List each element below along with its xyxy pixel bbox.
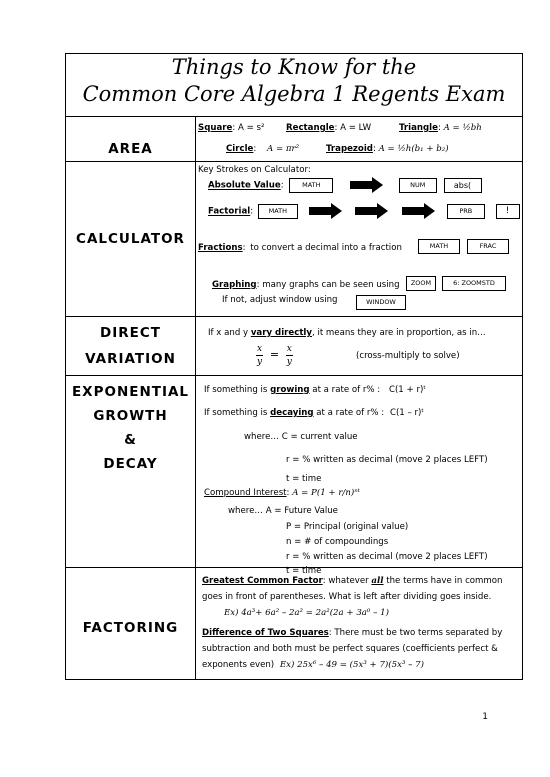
decay-word: DECAY: [103, 456, 158, 472]
dots-paragraph: [202, 625, 516, 673]
decay-formula: C(1 – r)ᵗ: [389, 408, 424, 418]
decaying-text-a: If something is: [204, 408, 271, 418]
ampersand: &: [124, 432, 137, 448]
variation-label: VARIATION: [85, 351, 176, 367]
calculator-row: [66, 162, 523, 317]
graphing-label: Graphing: [212, 280, 257, 290]
factoring-content: [196, 568, 523, 680]
exponential-label: [66, 376, 196, 568]
page-number: 1: [482, 712, 488, 722]
cross-multiply-note: (cross-multiply to solve): [356, 351, 460, 361]
graphing-row: Graphing: many graphs can be seen using: [212, 280, 400, 290]
decaying-line: [204, 407, 424, 419]
trapezoid-formula: A = ½h(b₁ + b₂): [378, 144, 449, 154]
key-zoom: ZOOM: [406, 276, 436, 291]
dots-label: Difference of Two Squares: [202, 628, 329, 638]
direct-label: DIRECT: [100, 325, 161, 341]
compound-formula: A = P(1 + r/n)ⁿᵗ: [292, 488, 360, 498]
key-zoomstd: 6: ZOOMSTD: [442, 276, 506, 291]
decaying-text-b: at a rate of r% :: [313, 408, 385, 418]
reference-sheet-table: [65, 53, 523, 680]
right-arrow-icon: [398, 202, 438, 220]
title-cell: [66, 54, 523, 117]
gcf-paragraph: [202, 573, 516, 605]
exponential-content: [196, 376, 523, 576]
growth-word: GROWTH: [93, 408, 168, 424]
growth-formula: C(1 + r)ᵗ: [388, 385, 426, 395]
area-label: AREA: [66, 117, 196, 162]
title-line-1: Things to Know for the: [171, 55, 417, 79]
direct-text-a: If x and y: [208, 328, 251, 338]
gcf-label: Greatest Common Factor: [202, 576, 323, 586]
circle-label: Circle: [226, 144, 254, 154]
key-window: WINDOW: [356, 295, 406, 310]
growing-word: growing: [270, 385, 310, 395]
abs-value-label: Absolute Value: [208, 180, 281, 191]
exponential-row: [66, 376, 523, 568]
gcf-text-a: : whatever: [322, 576, 372, 586]
key-num: NUM: [399, 178, 437, 193]
proportion: $\frac{x}{y}$ = $\frac{x}{y}$: [256, 344, 292, 367]
growing-line: [204, 384, 426, 396]
square-formula: A = s²: [237, 123, 265, 133]
calculator-intro: Key Strokes on Calculator:: [198, 165, 311, 175]
vary-directly: vary directly: [250, 328, 312, 338]
gcf-all: all: [371, 576, 384, 586]
calculator-content: [196, 162, 523, 317]
t-definition-2: t = time: [286, 566, 322, 576]
square-label: Square: [198, 123, 233, 133]
r-definition-2: r = % written as decimal (move 2 places LEFT): [286, 552, 488, 562]
graphing-text: many graphs can be seen using: [262, 280, 400, 290]
triangle-formula: A = ½bh: [443, 123, 482, 133]
direct-variation-row: [66, 317, 523, 376]
fractions-row: Fractions: to convert a decimal into a fraction: [198, 243, 402, 253]
calculator-label: CALCULATOR: [66, 162, 196, 317]
r-definition: r = % written as decimal (move 2 places LEFT): [286, 455, 488, 465]
exponential-word: EXPONENTIAL: [71, 384, 190, 400]
abs-value-row: Absolute Value: MATH NUM abs(: [208, 176, 482, 194]
compound-interest-label: Compound Interest: [204, 488, 287, 498]
rectangle-label: Rectangle: [286, 123, 335, 133]
window-text: If not, adjust window using: [222, 295, 338, 305]
t-definition: t = time: [286, 474, 322, 484]
direct-variation-text: [208, 327, 486, 339]
right-arrow-icon: [351, 202, 391, 220]
key-frac: FRAC: [467, 239, 509, 254]
factoring-label: FACTORING: [66, 568, 196, 680]
gcf-example: Ex) 4a³+ 6a² – 2a² = 2a²(2a + 3a⁰ – 1): [224, 608, 389, 618]
growing-text-a: If something is: [204, 385, 271, 395]
factorial-label: Factorial: [208, 206, 251, 217]
right-arrow-icon: [305, 202, 345, 220]
key-abs: abs(: [444, 178, 482, 193]
key-math: MATH: [289, 178, 333, 193]
title-row: [66, 54, 523, 117]
key-prb: PRB: [447, 204, 485, 219]
key-math: MATH: [258, 204, 298, 219]
where-current-value: where… C = current value: [244, 432, 358, 442]
dots-text: : There must be two terms separated by subtraction and both must be perfect squares (coefficients perfect & exponents even): [202, 628, 503, 670]
p-definition: P = Principal (original value): [286, 522, 409, 532]
key-math: MATH: [418, 239, 460, 254]
rectangle-formula: A = LW: [340, 123, 372, 133]
direct-text-b: , it means they are in proportion, as in…: [311, 328, 486, 338]
n-definition: n = # of compoundings: [286, 537, 389, 547]
factorial-row: Factorial: MATH PRB !: [208, 202, 520, 220]
area-content: Square: A = s² Rectangle: A = LW Triangle: A = ½bh Circle: A = πr² Trapezoid: A = ½h(b₁ + b₂): [196, 117, 523, 162]
direct-variation-label: [66, 317, 196, 376]
decaying-word: decaying: [270, 408, 314, 418]
title-line-2: Common Core Algebra 1 Regents Exam: [82, 82, 506, 106]
gcf-text-b: the terms have in common goes in front of parentheses. What is left after dividing goes inside.: [202, 576, 503, 602]
factoring-row: [66, 568, 523, 680]
where-future-value: where… A = Future Value: [228, 506, 338, 516]
key-factorial: !: [496, 204, 520, 219]
area-row: [66, 117, 523, 162]
trapezoid-label: Trapezoid: [326, 144, 373, 154]
dots-example: Ex) 25x⁶ – 49 = (5x³ + 7)(5x³ – 7): [279, 660, 424, 670]
growing-text-b: at a rate of r% :: [309, 385, 381, 395]
triangle-label: Triangle: [399, 123, 438, 133]
right-arrow-icon: [346, 176, 386, 194]
fractions-label: Fractions: [198, 243, 243, 253]
circle-formula: A = πr²: [267, 144, 300, 154]
fractions-text: to convert a decimal into a fraction: [250, 243, 402, 253]
compound-interest-line: Compound Interest: A = P(1 + r/n)ⁿᵗ: [204, 488, 360, 498]
direct-variation-content: [196, 317, 523, 376]
